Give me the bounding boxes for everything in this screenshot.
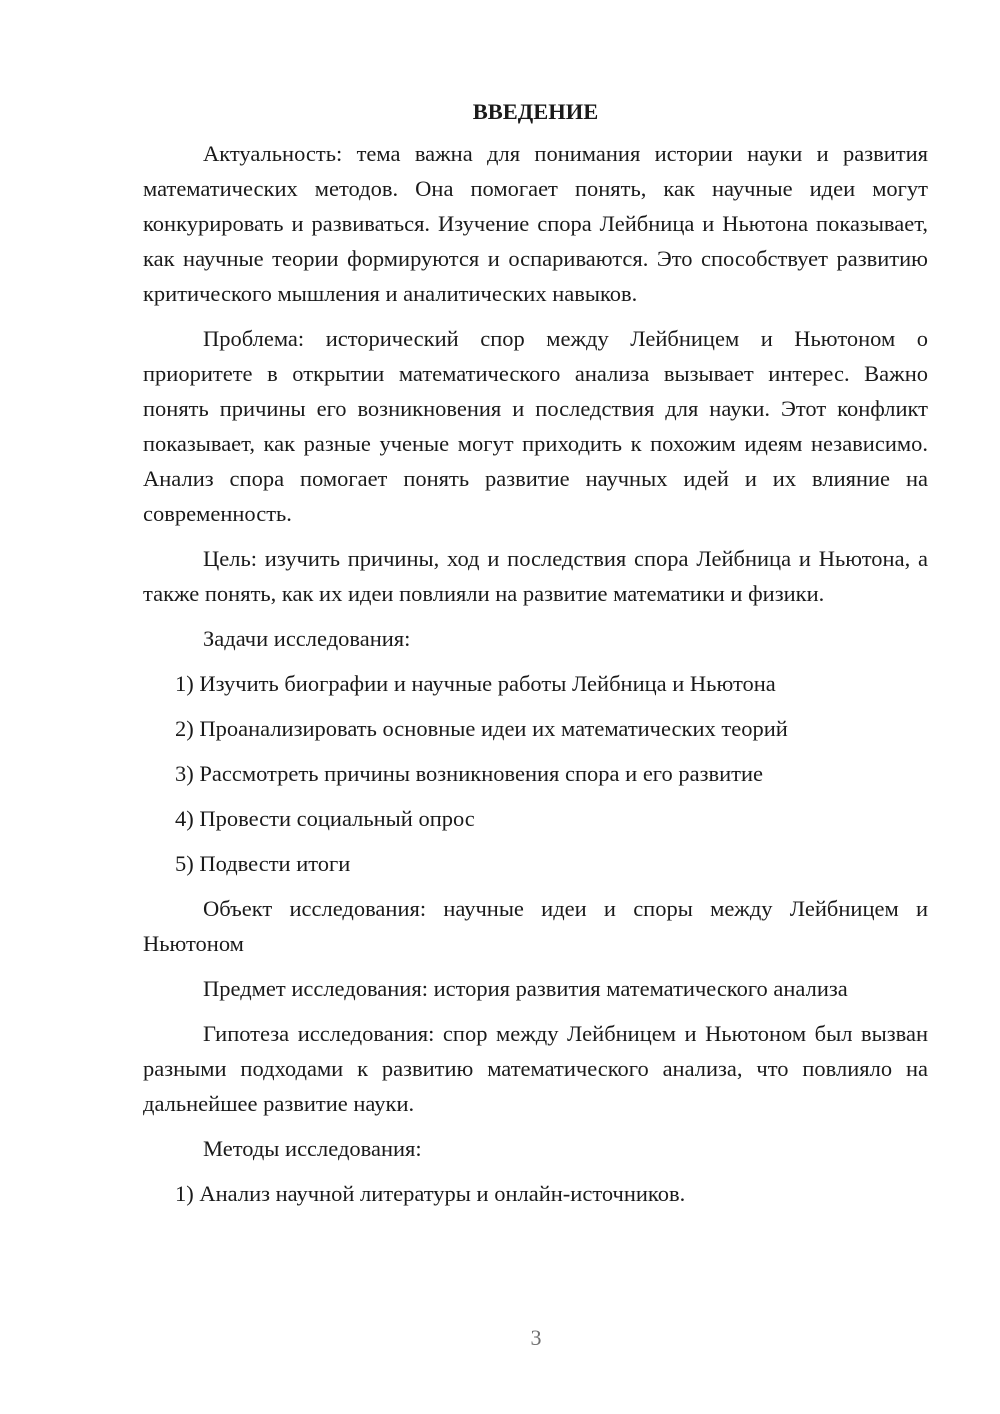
section-title: ВВЕДЕНИЕ [472, 99, 599, 124]
page-body [143, 94, 928, 1221]
task-item: 5) Подвести итоги [175, 851, 351, 876]
goal-paragraph: Цель: изучить причины, ход и последствия спора Лейбница и Ньютона, а также понять, как их идеи повлияли на развитие математики и физики. [143, 546, 928, 606]
subject-paragraph: Предмет исследования: история развития математического анализа [203, 976, 848, 1001]
task-item: 1) Изучить биографии и научные работы Лейбница и Ньютона [175, 671, 776, 696]
page-number: 3 [530, 1325, 542, 1350]
relevance-paragraph: Актуальность: тема важна для понимания истории науки и развития математических методов. Она помогает понять, как научные идеи могут конкурировать и развиваться. Изучение спора Лейбница и Ньютона показывает, как научные теории формируются и оспариваются. Это способствует развитию критического мышления и аналитических навыков. [143, 141, 928, 306]
method-item: 1) Анализ научной литературы и онлайн-источников. [175, 1181, 686, 1206]
object-paragraph: Объект исследования: научные идеи и споры между Лейбницем и Ньютоном [143, 896, 928, 956]
tasks-heading: Задачи исследования: [203, 626, 411, 651]
methods-heading: Методы исследования: [203, 1136, 422, 1161]
hypothesis-paragraph: Гипотеза исследования: спор между Лейбницем и Ньютоном был вызван разными подходами к развитию математического анализа, что повлияло на дальнейшее развитие науки. [143, 1021, 928, 1116]
task-item: 4) Провести социальный опрос [175, 806, 475, 831]
task-item: 2) Проанализировать основные идеи их математических теорий [175, 716, 788, 741]
problem-paragraph: Проблема: исторический спор между Лейбницем и Ньютоном о приоритете в открытии математического анализа вызывает интерес. Важно понять причины его возникновения и последствия для науки. Этот конфликт показывает, как разные ученые могут приходить к похожим идеям независимо. Анализ спора помогает понять развитие научных идей и их влияние на современность. [143, 326, 928, 526]
task-item: 3) Рассмотреть причины возникновения спора и его развитие [175, 761, 763, 786]
